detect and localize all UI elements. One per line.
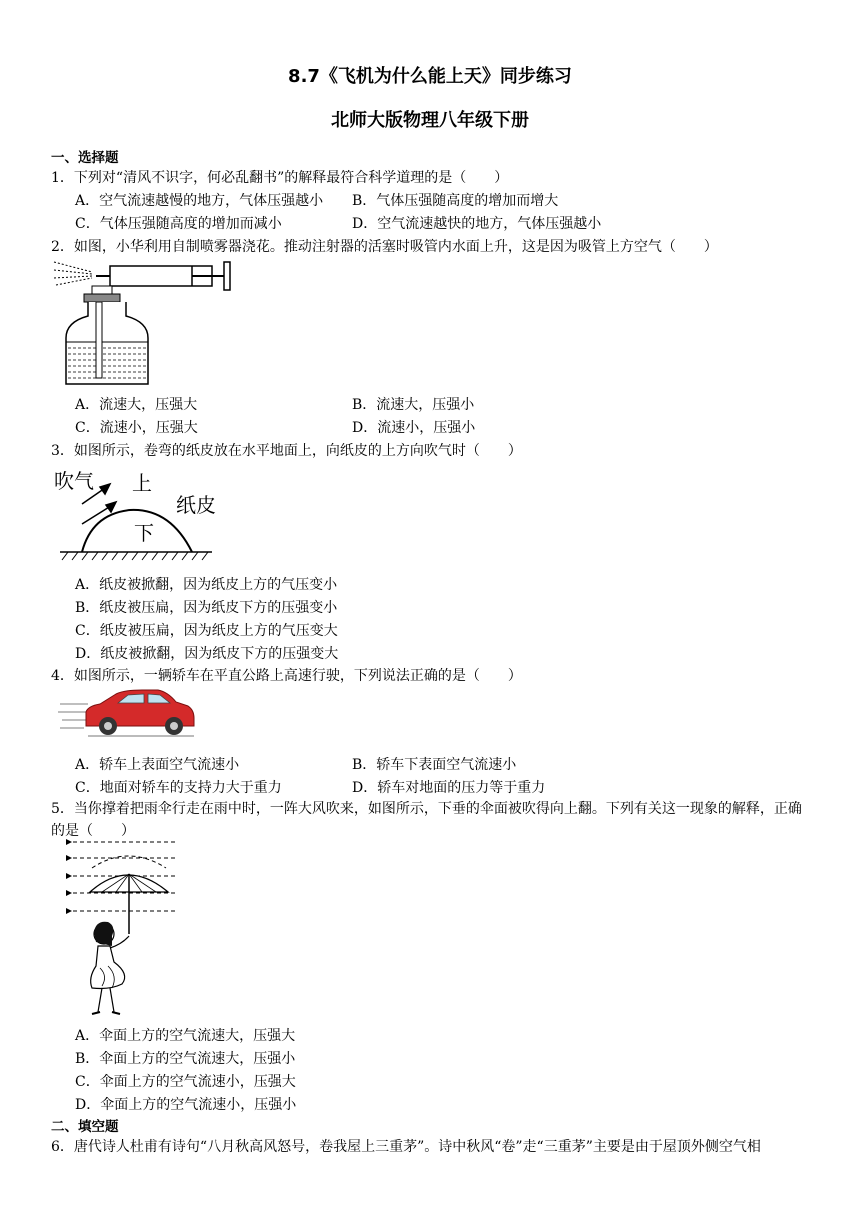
question-5-option-b: B．伞面上方的空气流速大，压强小 — [75, 1051, 296, 1067]
document-subtitle: 北师大版物理八年级下册 — [331, 110, 529, 131]
question-2-option-d: D．流速小，压强小 — [352, 420, 476, 436]
question-4-option-b: B．轿车下表面空气流速小 — [352, 757, 517, 773]
paper-arch-figure — [52, 464, 217, 564]
question-3-stem: 3．如图所示，卷弯的纸皮放在水平地面上，向纸皮的上方向吹气时（ ） — [51, 443, 522, 459]
figure-label-down: 下 — [134, 521, 154, 545]
figure-label-paper: 纸皮 — [176, 493, 216, 517]
figure-label-blow: 吹气 — [54, 469, 94, 493]
question-4-option-d: D．轿车对地面的压力等于重力 — [352, 780, 546, 796]
question-5-option-d: D．伞面上方的空气流速小，压强小 — [75, 1097, 297, 1113]
document-title: 8.7《飞机为什么能上天》同步练习 — [288, 66, 572, 87]
question-1-option-c: C．气体压强随高度的增加而减小 — [75, 216, 282, 232]
car-figure — [58, 686, 198, 738]
question-1-option-b: B．气体压强随高度的增加而增大 — [352, 193, 559, 209]
question-4-option-a: A．轿车上表面空气流速小 — [75, 757, 240, 773]
question-5-stem: 5．当你撑着把雨伞行走在雨中时，一阵大风吹来，如图所示，下垂的伞面被吹得向上翻。下列有关这一现象的解释，正确的是（ ） — [51, 801, 802, 839]
section-heading-choice: 一、选择题 — [51, 150, 119, 166]
question-2-option-b: B．流速大，压强小 — [352, 397, 475, 413]
question-5-option-a: A．伞面上方的空气流速大，压强大 — [75, 1028, 296, 1044]
sprayer-figure — [52, 258, 237, 388]
section-heading-fill: 二、填空题 — [51, 1119, 119, 1135]
question-1-option-d: D．空气流速越快的地方，气体压强越小 — [352, 216, 602, 232]
question-2-option-c: C．流速小，压强大 — [75, 420, 198, 436]
question-3-option-a: A．纸皮被掀翻，因为纸皮上方的气压变小 — [75, 577, 338, 593]
umbrella-figure — [52, 838, 182, 1020]
figure-label-up: 上 — [132, 471, 152, 495]
question-1-stem: 1．下列对“清风不识字，何必乱翻书”的解释最符合科学道理的是（ ） — [51, 170, 509, 186]
question-4-option-c: C．地面对轿车的支持力大于重力 — [75, 780, 282, 796]
question-1-option-a: A．空气流速越慢的地方，气体压强越小 — [75, 193, 324, 209]
question-2-stem: 2．如图，小华利用自制喷雾器浇花。推动注射器的活塞时吸管内水面上升，这是因为吸管上方空气（ ） — [51, 239, 718, 255]
question-5-option-c: C．伞面上方的空气流速小，压强大 — [75, 1074, 296, 1090]
question-3-option-c: C．纸皮被压扁，因为纸皮上方的气压变大 — [75, 623, 338, 639]
question-6-stem: 6．唐代诗人杜甫有诗句“八月秋高风怒号，卷我屋上三重茅”。诗中秋风“卷”走“三重茅”主要是由于屋顶外侧空气相 — [51, 1139, 761, 1155]
question-3-option-b: B．纸皮被压扁，因为纸皮下方的压强变小 — [75, 600, 338, 616]
question-4-stem: 4．如图所示，一辆轿车在平直公路上高速行驶，下列说法正确的是（ ） — [51, 668, 522, 684]
question-3-option-d: D．纸皮被掀翻，因为纸皮下方的压强变大 — [75, 646, 339, 662]
question-2-option-a: A．流速大，压强大 — [75, 397, 198, 413]
